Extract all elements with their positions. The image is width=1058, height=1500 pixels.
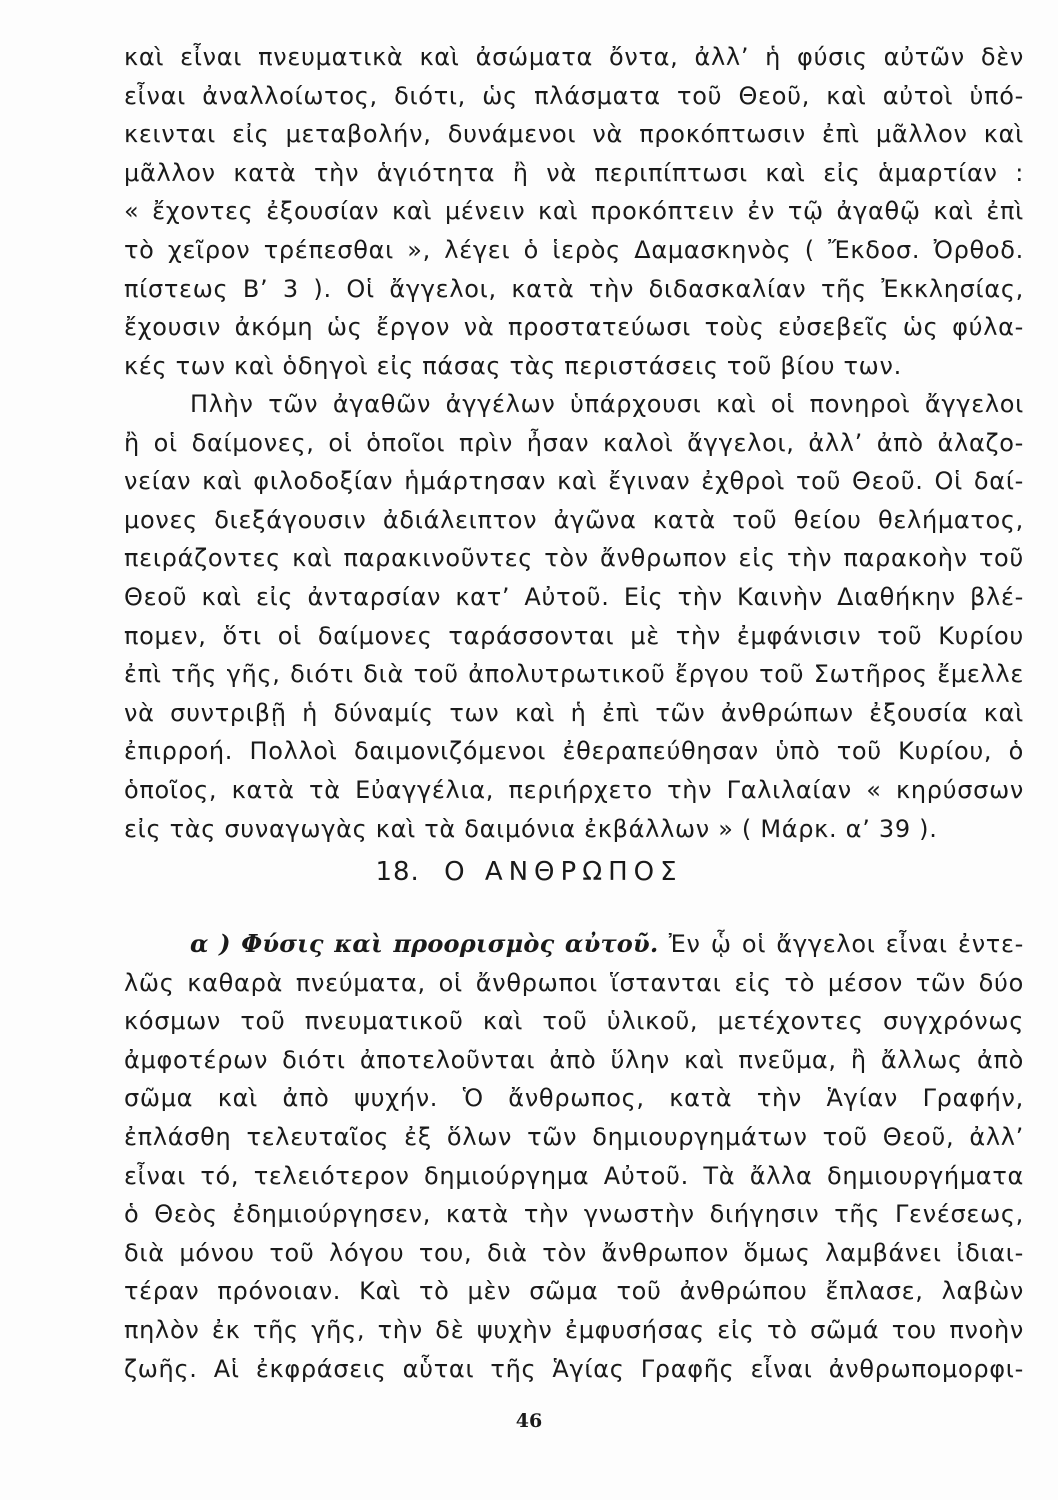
text-line: εἰς τὰς συναγωγὰς καὶ τὰ δαιμόνια ἐκβάλλων » ( Μάρκ. α’ 39 ).: [124, 814, 938, 843]
text-line: μᾶλλον κατὰ τὴν ἁγιότητα ἢ νὰ περιπίπτωσι καὶ εἰς ἁμαρτίαν :: [124, 158, 1024, 187]
text-line-first: [124, 925, 1024, 964]
section-number: 18.: [375, 857, 420, 887]
text-line: κές των καὶ ὁδηγοὶ εἰς πάσας τὰς περιστάσεις τοῦ βίου των.: [124, 351, 902, 380]
text-line: ἔχουσιν ἀκόμη ὡς ἔργον νὰ προστατεύωσι τοὺς εὐσεβεῖς ὡς φύλα-: [124, 313, 1024, 342]
text-line: κεινται εἰς μεταβολήν, δυνάμενοι νὰ προκόπτωσιν ἐπὶ μᾶλλον καὶ: [124, 120, 1024, 149]
text-line: νείαν καὶ φιλοδοξίαν ἡμάρτησαν καὶ ἔγιναν ἐχθροὶ τοῦ Θεοῦ. Οἱ δαί-: [124, 467, 1024, 496]
text-line: ἐπλάσθη τελευταῖος ἐξ ὅλων τῶν δημιουργημάτων τοῦ Θεοῦ, ἀλλ’: [124, 1122, 1024, 1151]
text-line: λῶς καθαρὰ πνεύματα, οἱ ἄνθρωποι ἵστανται εἰς τὸ μέσον τῶν δύο: [124, 968, 1024, 997]
text-line: « ἔχοντες ἐξουσίαν καὶ μένειν καὶ προκόπτειν ἐν τῷ ἀγαθῷ καὶ ἐπὶ: [124, 197, 1024, 226]
text-line: καὶ εἶναι πνευματικὰ καὶ ἀσώματα ὄντα, ἀλλ’ ἡ φύσις αὐτῶν δὲν: [124, 43, 1024, 71]
paragraph-human-nature: [124, 925, 1024, 1388]
text-line: σῶμα καὶ ἀπὸ ψυχήν. Ὁ ἄνθρωπος, κατὰ τὴν Ἁγίαν Γραφήν,: [124, 1084, 1024, 1113]
text-line: ὁποῖος, κατὰ τὰ Εὐαγγέλια, περιήρχετο τὴν Γαλιλαίαν « κηρύσσων: [124, 775, 1024, 804]
text-line: ἐπὶ τῆς γῆς, διότι διὰ τοῦ ἀπολυτρωτικοῦ ἔργου τοῦ Σωτῆρος ἔμελλε: [124, 660, 1024, 689]
text-line: τὸ χεῖρον τρέπεσθαι », λέγει ὁ ἱερὸς Δαμασκηνὸς ( Ἔκδοσ. Ὀρθοδ.: [124, 235, 1024, 264]
text-line: ἢ οἱ δαίμονες, οἱ ὁποῖοι πρὶν ἦσαν καλοὶ ἄγγελοι, ἀλλ’ ἀπὸ ἀλαζο-: [124, 428, 1024, 457]
text-line: Πλὴν τῶν ἀγαθῶν ἀγγέλων ὑπάρχουσι καὶ οἱ πονηροὶ ἄγγελοι: [190, 390, 1024, 418]
text-line: ἀμφοτέρων διότι ἀποτελοῦνται ἀπὸ ὕλην καὶ πνεῦμα, ἢ ἄλλως ἀπὸ: [124, 1045, 1024, 1074]
text-line: κόσμων τοῦ πνευματικοῦ καὶ τοῦ ὑλικοῦ, μετέχοντες συγχρόνως: [124, 1007, 1024, 1036]
text-line: διὰ μόνου τοῦ λόγου του, διὰ τὸν ἄνθρωπον ὅμως λαμβάνει ἰδιαι-: [124, 1238, 1024, 1267]
text-line: πειράζοντες καὶ παρακινοῦντες τὸν ἄνθρωπον εἰς τὴν παρακοὴν τοῦ: [124, 544, 1024, 573]
text-line: μονες διεξάγουσιν ἀδιάλειπτον ἀγῶνα κατὰ τοῦ θείου θελήματος,: [124, 505, 1024, 534]
text-line: ζωῆς. Αἱ ἐκφράσεις αὗται τῆς Ἁγίας Γραφῆς εἶναι ἀνθρωπομορφι-: [124, 1354, 1024, 1383]
text-line: πομεν, ὅτι οἱ δαίμονες ταράσσονται μὲ τὴν ἐμφάνισιν τοῦ Κυρίου: [124, 621, 1024, 650]
text-line: ὁ Θεὸς ἐδημιούργησεν, κατὰ τὴν γνωστὴν διήγησιν τῆς Γενέσεως,: [124, 1200, 1024, 1229]
subsection-lead: α ) Φύσις καὶ προορισμὸς αὐτοῦ.: [190, 929, 659, 958]
section-title: Ο ΑΝΘΡΩΠΟΣ: [444, 857, 683, 887]
page-number: 46: [515, 1410, 543, 1432]
text-line: τέραν πρόνοιαν. Καὶ τὸ μὲν σῶμα τοῦ ἀνθρώπου ἔπλασε, λαβὼν: [124, 1277, 1024, 1306]
text-line: νὰ συντριβῇ ἡ δύναμίς των καὶ ἡ ἐπὶ τῶν ἀνθρώπων ἐξουσία καὶ: [124, 698, 1024, 727]
paragraph-demons: [124, 385, 1024, 848]
text-line: πίστεως Β’ 3 ). Οἱ ἄγγελοι, κατὰ τὴν διδασκαλίαν τῆς Ἐκκλησίας,: [124, 274, 1024, 303]
text-line: ἐπιρροή. Πολλοὶ δαιμονιζόμενοι ἐθεραπεύθησαν ὑπὸ τοῦ Κυρίου, ὁ: [124, 737, 1024, 766]
text-fragment: Ἐν ᾧ οἱ ἄγγελοι εἶναι ἐντε-: [668, 930, 1024, 958]
text-line: Θεοῦ καὶ εἰς ἀνταρσίαν κατ’ Αὐτοῦ. Εἰς τὴν Καινὴν Διαθήκην βλέ-: [124, 582, 1024, 611]
paragraph-angels-nature: [124, 38, 1024, 385]
text-line: εἶναι ἀναλλοίωτος, διότι, ὡς πλάσματα τοῦ Θεοῦ, καὶ αὐτοὶ ὑπό-: [124, 81, 1024, 110]
text-line: πηλὸν ἐκ τῆς γῆς, τὴν δὲ ψυχὴν ἐμφυσήσας εἰς τὸ σῶμά του πνοὴν: [124, 1315, 1024, 1344]
text-line: εἶναι τό, τελειότερον δημιούργημα Αὐτοῦ. Τὰ ἄλλα δημιουργήματα: [124, 1161, 1024, 1190]
section-heading: [0, 850, 1058, 894]
